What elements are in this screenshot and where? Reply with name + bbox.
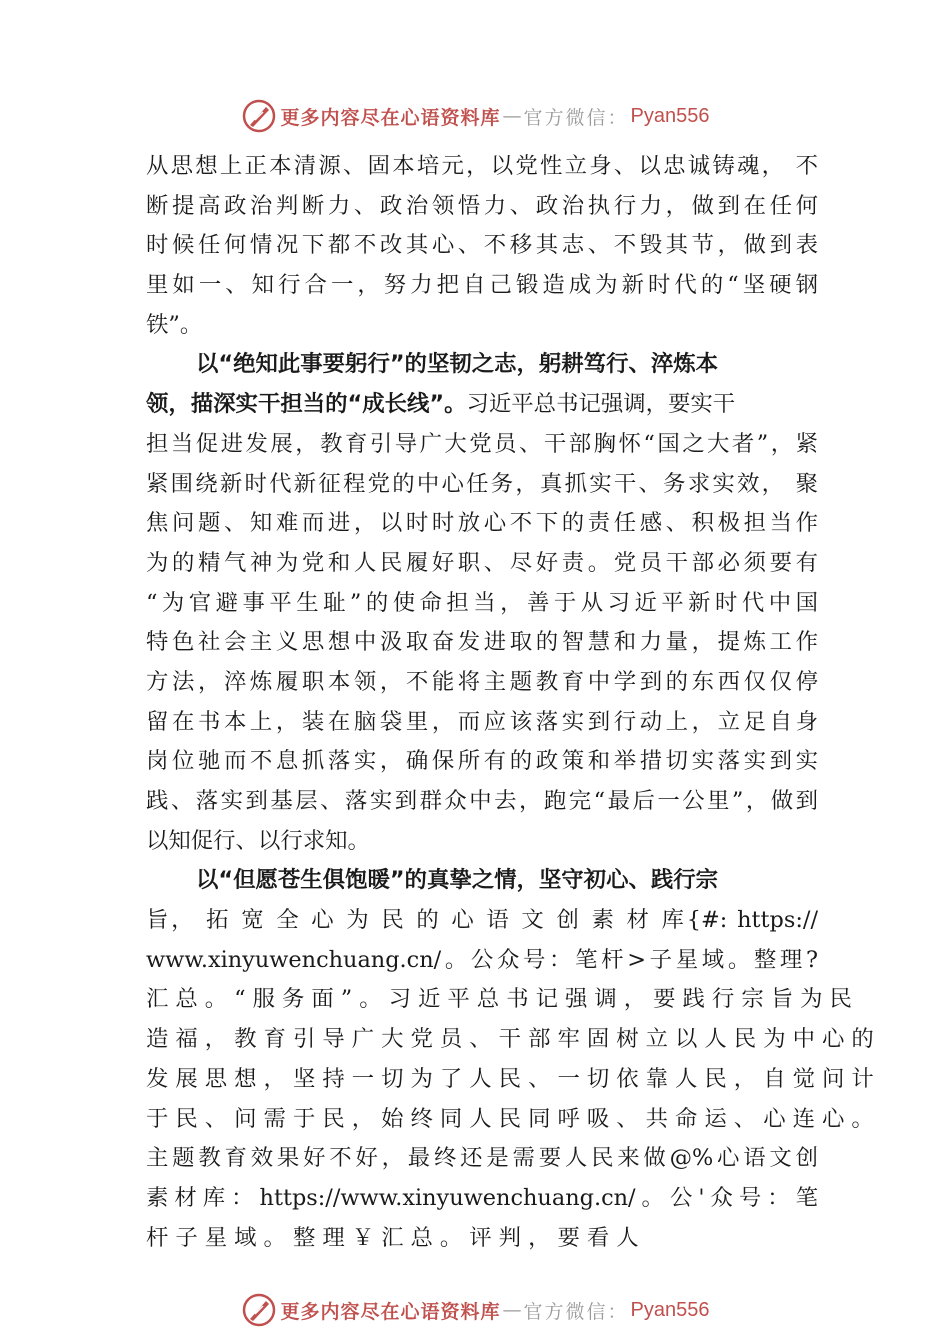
section-heading: 以“绝知此事要躬行”的坚韧之志，躬耕笃行、淬炼本	[196, 351, 719, 378]
text-line: 岗位驰而不息抓落实，确保所有的政策和举措切实落实到实	[146, 748, 818, 775]
quill-logo-icon	[241, 98, 277, 134]
text-line: 断提高政治判断力、政治领悟力、政治执行力，做到在任何	[146, 192, 818, 219]
text-line: 特色社会主义思想中汲取奋发进取的智慧和力量，提炼工作	[146, 629, 818, 656]
text-line: 造福，教育引导广大党员、干部牢固树立以人民为中心的	[146, 1026, 881, 1053]
watermark-id: Pyan556	[630, 104, 710, 127]
watermark-separator: —	[502, 105, 522, 127]
text-line: 汇总。“服务面”。习近平总书记强调，要践行宗旨为民	[146, 986, 859, 1013]
text-line: 旨， 拓 宽 全 心 为 民 的 心 语 文 创 素 材 库{#: https://	[146, 907, 818, 934]
text-line: 为的精气神为党和人民履好职、尽好责。党员干部必须要有	[146, 549, 818, 576]
quill-logo-icon	[241, 1292, 277, 1328]
watermark-banner-bottom	[0, 1290, 950, 1330]
text-line: 担当促进发展，教育引导广大党员、干部胸怀“国之大者”，紧	[146, 430, 818, 457]
watermark-separator: —	[502, 1299, 522, 1321]
text-line: 践、落实到基层、落实到群众中去，跑完“最后一公里”，做到	[146, 788, 818, 814]
watermark-text: 更多内容尽在心语资料库	[280, 1300, 501, 1323]
text-line: 主题教育效果好不好，最终还是需要人民来做@%心语文创	[146, 1145, 818, 1172]
text-line: www.xinyuwenchuang.cn/。公众号：笔杆>子星域。整理?	[146, 946, 818, 973]
text-line: 里如一、知行合一，努力把自己锻造成为新时代的“坚硬钢	[146, 272, 818, 299]
text-line: 铁”。	[146, 311, 203, 338]
text-line: “为官避事平生耻”的使命担当，善于从习近平新时代中国	[146, 589, 818, 616]
text-line: 杆子星域。整理￥汇总。评判，要看人	[146, 1224, 646, 1251]
text-line: 发展思想，坚持一切为了人民、一切依靠人民，自觉问计	[146, 1065, 881, 1092]
watermark-text: 更多内容尽在心语资料库	[280, 106, 501, 129]
section-heading: 以“但愿苍生俱饱暖”的真挚之情，坚守初心、践行宗	[196, 867, 719, 894]
watermark-banner-top	[0, 96, 950, 136]
text-line: 紧围绕新时代新征程党的中心任务，真抓实干、务求实效， 聚	[146, 470, 818, 497]
watermark-suffix: 官方微信：	[523, 106, 629, 129]
section-heading-continued: 领，描深实干担当的“成长线”。	[146, 391, 467, 418]
text-line: 留在书本上，装在脑袋里，而应该落实到行动上，立足自身	[146, 708, 818, 735]
text-line: 时候任何情况下都不改其心、不移其志、不毁其节，做到表	[146, 232, 818, 259]
text-line: 以知促行、以行求知。	[146, 827, 370, 854]
text-line: 素材库：https://www.xinyuwenchuang.cn/。公'众号：笔	[146, 1184, 818, 1211]
watermark-id: Pyan556	[630, 1298, 710, 1321]
watermark-suffix: 官方微信：	[523, 1300, 629, 1323]
text-line: 于民、问需于民，始终同人民同呼吸、共命运、心连心。	[146, 1105, 881, 1132]
document-body	[146, 147, 881, 1258]
text-line	[146, 385, 818, 425]
text-span: 习近平总书记强调，要实干	[466, 391, 736, 418]
text-line: 焦问题、知难而进，以时时放心不下的责任感、积极担当作	[146, 510, 818, 537]
text-line: 从思想上正本清源、固本培元，以党性立身、以忠诚铸魂， 不	[146, 153, 818, 179]
text-line: 方法，淬炼履职本领，不能将主题教育中学到的东西仅仅停	[146, 668, 818, 695]
